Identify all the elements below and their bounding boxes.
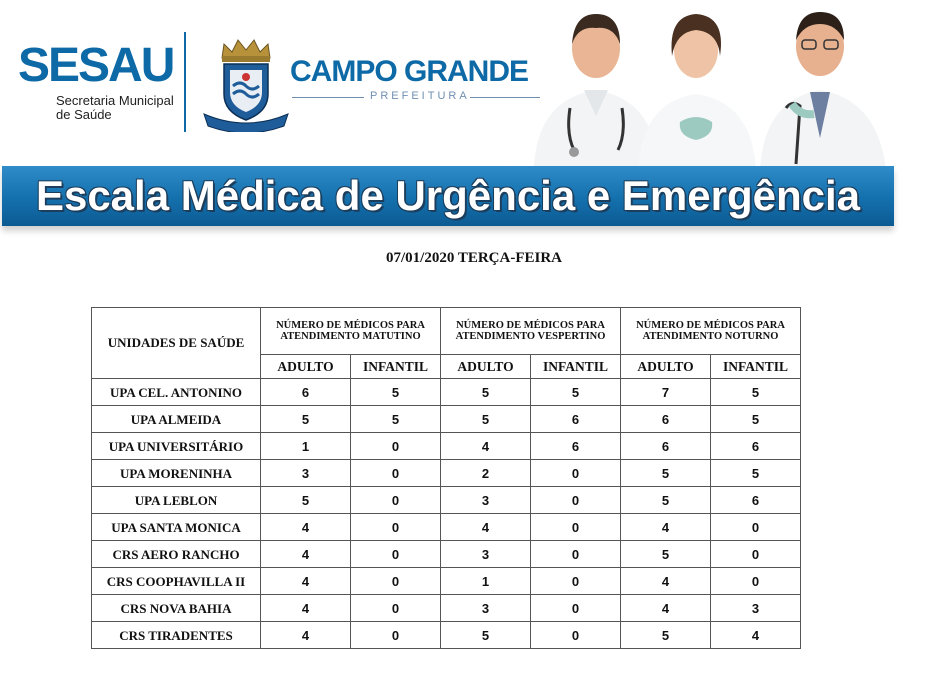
- doctor-count-cell: 5: [441, 379, 531, 406]
- doctor-count-cell: 0: [531, 568, 621, 595]
- schedule-date: 07/01/2020 TERÇA-FEIRA: [386, 250, 562, 266]
- unit-name-cell: CRS COOPHAVILLA II: [92, 568, 261, 595]
- doctor-count-cell: 3: [441, 541, 531, 568]
- doctor-count-cell: 5: [441, 406, 531, 433]
- doctor-count-cell: 3: [261, 460, 351, 487]
- sesau-logo-subtitle: [56, 94, 174, 122]
- doctor-count-cell: 7: [621, 379, 711, 406]
- table-row: [92, 541, 801, 568]
- doctor-count-cell: 6: [711, 487, 801, 514]
- doctor-count-cell: 3: [711, 595, 801, 622]
- doctor-count-cell: 5: [711, 460, 801, 487]
- city-subtitle-rule-left: [292, 97, 364, 98]
- doctor-count-cell: 0: [351, 541, 441, 568]
- unit-name-cell: UPA MORENINHA: [92, 460, 261, 487]
- night-group-header: NÚMERO DE MÉDICOS PARA ATENDIMENTO NOTURNO: [621, 308, 801, 355]
- doctor-count-cell: 0: [351, 487, 441, 514]
- coat-of-arms-icon: [200, 36, 292, 132]
- table-row: [92, 379, 801, 406]
- doctor-count-cell: 4: [621, 568, 711, 595]
- table-row: [92, 460, 801, 487]
- doctor-count-cell: 0: [531, 487, 621, 514]
- page-title: Escala Médica de Urgência e Emergência: [35, 172, 861, 219]
- unit-name-cell: UPA SANTA MONICA: [92, 514, 261, 541]
- table-row: [92, 514, 801, 541]
- unit-name-cell: UPA CEL. ANTONINO: [92, 379, 261, 406]
- doctor-count-cell: 0: [711, 541, 801, 568]
- doctor-count-cell: 5: [351, 379, 441, 406]
- doctor-count-cell: 4: [621, 595, 711, 622]
- night-child-header: INFANTIL: [711, 355, 801, 379]
- doctor-count-cell: 0: [711, 514, 801, 541]
- doctor-count-cell: 6: [621, 406, 711, 433]
- doctor-count-cell: 5: [351, 406, 441, 433]
- doctor-count-cell: 0: [531, 541, 621, 568]
- doctor-count-cell: 4: [261, 622, 351, 649]
- unit-name-cell: CRS TIRADENTES: [92, 622, 261, 649]
- doctor-count-cell: 5: [261, 487, 351, 514]
- page-header: [0, 0, 948, 232]
- unit-name-cell: UPA UNIVERSITÁRIO: [92, 433, 261, 460]
- doctor-count-cell: 4: [711, 622, 801, 649]
- unit-name-cell: UPA ALMEIDA: [92, 406, 261, 433]
- sesau-logo-text: SESAU: [18, 39, 174, 92]
- doctor-count-cell: 5: [441, 622, 531, 649]
- morning-child-header: INFANTIL: [351, 355, 441, 379]
- doctor-count-cell: 6: [621, 433, 711, 460]
- title-banner: [2, 166, 894, 226]
- doctor-count-cell: 6: [531, 406, 621, 433]
- sesau-subtitle-line-1: Secretaria Municipal: [56, 93, 174, 108]
- doctor-count-cell: 3: [441, 487, 531, 514]
- afternoon-adult-header: ADULTO: [441, 355, 531, 379]
- doctor-count-cell: 4: [261, 595, 351, 622]
- table-row: [92, 406, 801, 433]
- table-row: [92, 595, 801, 622]
- campo-grande-logo-text: CAMPO GRANDE: [290, 55, 529, 88]
- unit-name-cell: CRS NOVA BAHIA: [92, 595, 261, 622]
- schedule-table: [91, 307, 801, 649]
- doctor-count-cell: 6: [531, 433, 621, 460]
- units-column-header: UNIDADES DE SAÚDE: [92, 308, 261, 379]
- doctor-count-cell: 0: [351, 568, 441, 595]
- doctor-count-cell: 0: [351, 514, 441, 541]
- morning-group-header: NÚMERO DE MÉDICOS PARA ATENDIMENTO MATUTINO: [261, 308, 441, 355]
- table-row: [92, 568, 801, 595]
- campo-grande-subtitle: PREFEITURA: [370, 90, 470, 102]
- doctor-count-cell: 4: [441, 514, 531, 541]
- doctor-count-cell: 5: [621, 487, 711, 514]
- doctor-count-cell: 5: [621, 622, 711, 649]
- doctor-count-cell: 0: [351, 460, 441, 487]
- doctors-illustration-icon: [530, 4, 902, 170]
- sesau-subtitle-line-2: de Saúde: [56, 107, 112, 122]
- doctor-count-cell: 0: [351, 595, 441, 622]
- doctor-count-cell: 1: [441, 568, 531, 595]
- afternoon-group-header: NÚMERO DE MÉDICOS PARA ATENDIMENTO VESPERTINO: [441, 308, 621, 355]
- doctor-count-cell: 4: [441, 433, 531, 460]
- morning-adult-header: ADULTO: [261, 355, 351, 379]
- doctor-count-cell: 0: [531, 595, 621, 622]
- doctor-count-cell: 4: [261, 568, 351, 595]
- table-body: [92, 379, 801, 649]
- doctor-count-cell: 5: [621, 541, 711, 568]
- doctor-count-cell: 0: [531, 460, 621, 487]
- table-row: [92, 622, 801, 649]
- table-row: [92, 433, 801, 460]
- doctor-count-cell: 2: [441, 460, 531, 487]
- doctor-count-cell: 3: [441, 595, 531, 622]
- doctor-count-cell: 1: [261, 433, 351, 460]
- doctor-count-cell: 0: [531, 514, 621, 541]
- doctor-count-cell: 0: [351, 433, 441, 460]
- doctor-count-cell: 6: [711, 433, 801, 460]
- doctor-count-cell: 6: [261, 379, 351, 406]
- unit-name-cell: UPA LEBLON: [92, 487, 261, 514]
- doctor-count-cell: 5: [711, 406, 801, 433]
- doctor-count-cell: 4: [261, 514, 351, 541]
- doctor-count-cell: 4: [261, 541, 351, 568]
- afternoon-child-header: INFANTIL: [531, 355, 621, 379]
- doctor-count-cell: 0: [531, 622, 621, 649]
- doctor-count-cell: 5: [261, 406, 351, 433]
- table-row: [92, 487, 801, 514]
- table-group-header-row: [92, 308, 801, 355]
- unit-name-cell: CRS AERO RANCHO: [92, 541, 261, 568]
- night-adult-header: ADULTO: [621, 355, 711, 379]
- logo-divider: [184, 32, 186, 132]
- doctor-count-cell: 5: [531, 379, 621, 406]
- doctor-count-cell: 5: [711, 379, 801, 406]
- doctor-count-cell: 4: [621, 514, 711, 541]
- doctor-count-cell: 5: [621, 460, 711, 487]
- doctor-count-cell: 0: [711, 568, 801, 595]
- doctor-count-cell: 0: [351, 622, 441, 649]
